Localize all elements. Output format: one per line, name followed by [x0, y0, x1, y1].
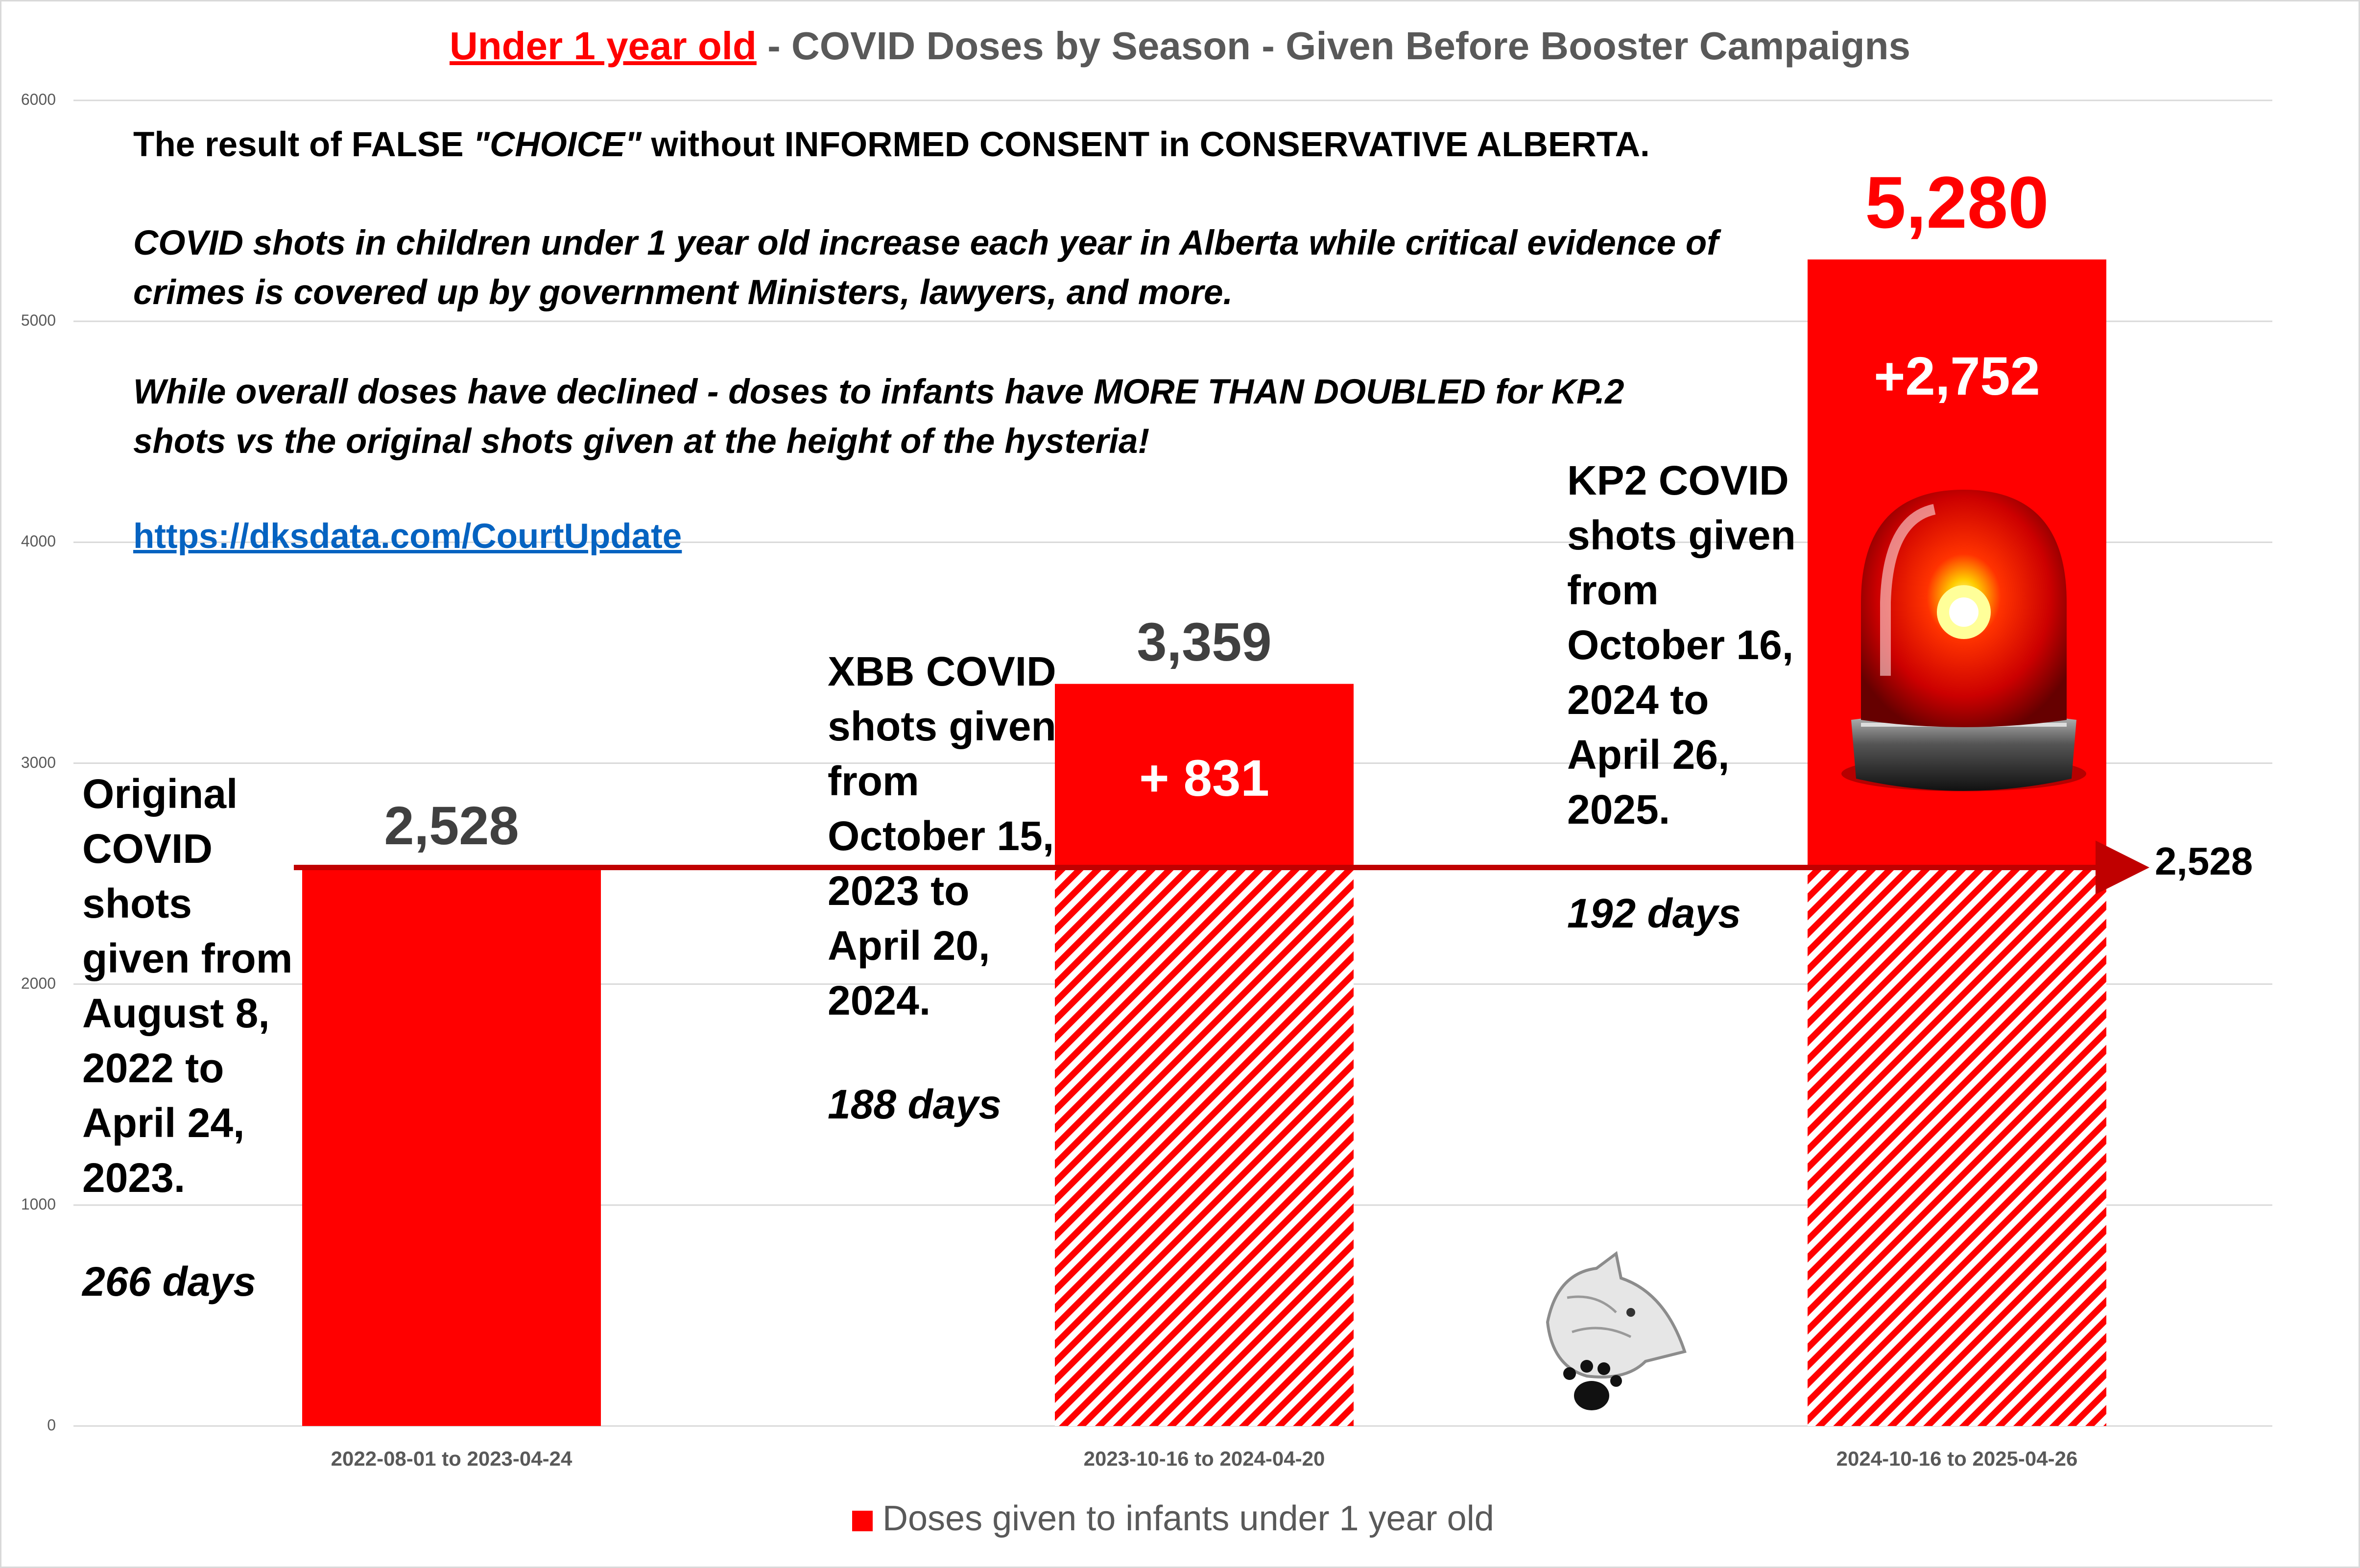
bar-0: [302, 867, 601, 1426]
bar-1-baseline-portion: [1055, 867, 1354, 1426]
wolf-logo-icon: [1548, 1254, 1685, 1410]
x-tick-label-1: 2023-10-16 to 2024-04-20: [1083, 1447, 1325, 1470]
title-rest: - COVID Doses by Season - Given Before Booster Campaigns: [756, 24, 1910, 68]
bar-total-label-2: 5,280: [1865, 161, 2049, 244]
title-highlight: Under 1 year old: [449, 24, 757, 68]
annotation-original: Original COVID shots given from August 8, 2022 to April 24, 2023. 266 days: [82, 771, 293, 1305]
bar-increase-label-1: + 831: [1139, 750, 1269, 807]
note-line1: The result of FALSE "CHOICE" without INFORMED CONSENT in CONSERVATIVE ALBERTA.: [133, 125, 1650, 164]
y-tick-label: 5000: [21, 311, 56, 330]
bar-2-baseline-portion: [1808, 867, 2106, 1426]
bar-total-label-0: 2,528: [384, 795, 519, 856]
bar-total-label-1: 3,359: [1137, 612, 1272, 673]
y-tick-label: 3000: [21, 753, 56, 771]
x-tick-label-0: 2022-08-01 to 2023-04-24: [331, 1447, 572, 1470]
y-tick-label: 6000: [21, 91, 56, 108]
annotation-kp2: KP2 COVID shots given from October 16, 2024 to April 26, 2025. 192 days: [1567, 457, 1796, 936]
siren-icon: [1841, 490, 2086, 791]
y-tick-label: 0: [47, 1416, 56, 1434]
bar-increase-label-2: +2,752: [1874, 346, 2040, 406]
court-update-link[interactable]: https://dksdata.com/CourtUpdate: [133, 517, 682, 556]
y-tick-label: 4000: [21, 532, 56, 550]
note-para2: COVID shots in children under 1 year old increase each year in Alberta while critical evidence of crimes is covered up by government Ministers, lawyers, and more.: [133, 224, 1718, 312]
legend-label: Doses given to infants under 1 year old: [882, 1499, 1494, 1538]
legend-swatch: [852, 1511, 873, 1531]
annotation-xbb: XBB COVID shots given from October 15, 2023 to April 20, 2024. 188 days: [828, 648, 1056, 1127]
legend: [852, 1498, 1494, 1539]
y-tick-label: 2000: [21, 974, 56, 992]
note-para3: While overall doses have declined - doses to infants have MORE THAN DOUBLED for KP.2 shots vs the original shots given at the height of the hysteria!: [133, 373, 1624, 461]
chart-title: [0, 24, 2360, 69]
baseline-label: 2,528: [2155, 839, 2253, 883]
y-tick-label: 1000: [21, 1195, 56, 1213]
x-tick-label-2: 2024-10-16 to 2025-04-26: [1836, 1447, 2078, 1470]
